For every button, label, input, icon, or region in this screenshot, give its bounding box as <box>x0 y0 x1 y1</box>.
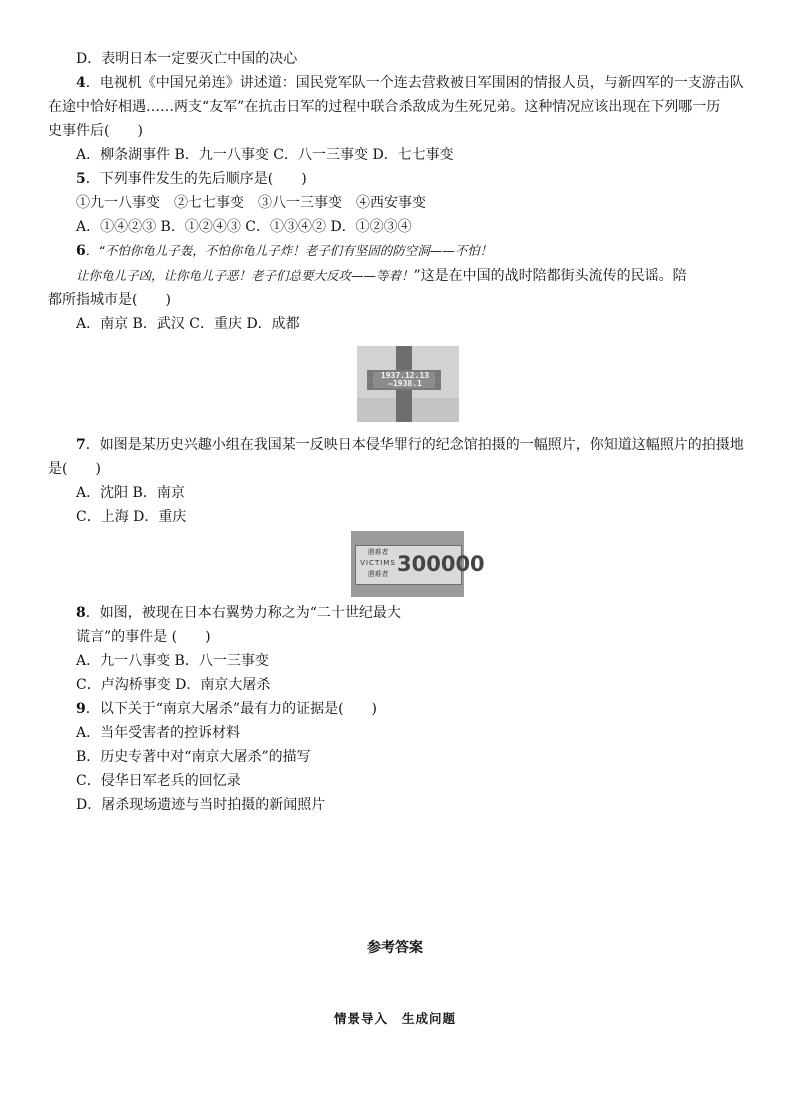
q9-stem-line <box>76 698 377 720</box>
q6-line-1 <box>76 240 492 262</box>
q4-line-1 <box>76 72 744 94</box>
q5-number: 5 <box>76 171 86 187</box>
q6-options: A．南京 B．武汉 C．重庆 D．成都 <box>76 316 300 332</box>
memorial-cross-dates <box>377 372 433 388</box>
q7-line-2: 是( ) <box>48 461 101 477</box>
q6-ballad-2: 让你龟儿子凶，让你龟儿子恶！老子们总要大反攻——等着！ <box>76 268 414 283</box>
footer-right: 生成问题 <box>402 1011 457 1026</box>
victims-number: 300000 <box>397 552 485 576</box>
q7-options-1: A．沈阳 B．南京 <box>76 485 185 501</box>
page-footer <box>0 1009 790 1027</box>
q7-number: 7 <box>76 437 86 453</box>
q7-options-2: C．上海 D．重庆 <box>76 509 187 525</box>
q4-text-1: ．电视机《中国兄弟连》讲述道：国民党军队一个连去营救被日军围困的情报人员，与新四军的一支游击队 <box>85 75 744 91</box>
victims-cn-bottom: 遇难者 <box>367 570 389 578</box>
q6-line-3: 都所指城市是( ) <box>48 292 171 308</box>
q5-items: ①九一八事变 ②七七事变 ③八一三事变 ④西安事变 <box>76 195 426 211</box>
q5-stem: ．下列事件发生的先后顺序是( ) <box>85 171 307 187</box>
q8-number: 8 <box>76 605 86 621</box>
q4-line-2: 在途中恰好相遇……两支“友军”在抗击日军的过程中联合杀敌成为生死兄弟。这种情况应该出现在下列哪一历 <box>48 99 721 115</box>
q8-line-2: 谎言”的事件是 ( ) <box>76 629 211 645</box>
q6-line-2 <box>76 265 687 287</box>
q9-stem: ．以下关于“南京大屠杀”最有力的证据是( ) <box>85 701 377 717</box>
q8-line-1 <box>76 602 401 624</box>
q6-ballad-1: ．“不怕你龟儿子轰，不怕你龟儿子炸！老子们有坚固的防空洞——不怕！ <box>85 243 493 258</box>
q9-option-a: A．当年受害者的控诉材料 <box>76 725 241 741</box>
q4-number: 4 <box>76 75 86 91</box>
q9-option-c: C．侵华日军老兵的回忆录 <box>76 773 241 789</box>
q7-line-1 <box>76 434 744 456</box>
q9-option-b: B．历史专著中对“南京大屠杀”的描写 <box>76 749 311 765</box>
memorial-date-top: 1937.12.13 <box>380 371 430 380</box>
memorial-date-bottom: —1938.1 <box>388 379 422 388</box>
victims-cn-top: 遇难者 <box>367 548 389 556</box>
q7-text-1: ．如图是某历史兴趣小组在我国某一反映日本侵华罪行的纪念馆拍摄的一幅照片，你知道这幅照片的拍摄地 <box>85 437 744 453</box>
q3-option-d: D．表明日本一定要灭亡中国的决心 <box>76 51 298 67</box>
footer-left: 情景导入 <box>333 1011 388 1026</box>
q4-options: A．柳条湖事件 B．九一八事变 C．八一三事变 D．七七事变 <box>76 147 454 163</box>
q9-option-d: D．屠杀现场遗迹与当时拍摄的新闻照片 <box>76 797 326 813</box>
q4-line-3: 史事件后( ) <box>48 123 143 139</box>
q5-options: A．①④②③ B．①②④③ C．①③④② D．①②③④ <box>76 219 412 235</box>
q6-text-2: ”这是在中国的战时陪都街头流传的民谣。陪 <box>413 268 687 284</box>
q8-text-1: ．如图，被现在日本右翼势力称之为“二十世纪最大 <box>85 605 401 621</box>
q6-number: 6 <box>76 243 86 259</box>
victims-en: VICTIMS <box>360 559 396 567</box>
q8-options-2: C．卢沟桥事变 D．南京大屠杀 <box>76 677 271 693</box>
q8-options-1: A．九一八事变 B．八一三事变 <box>76 653 269 669</box>
answer-section-title: 参考答案 <box>367 940 423 956</box>
victims-labels <box>358 547 398 580</box>
q5-stem-line <box>76 168 307 190</box>
victims-wall-photo <box>351 531 485 597</box>
memorial-cross-photo <box>357 346 459 422</box>
q9-number: 9 <box>76 701 86 717</box>
